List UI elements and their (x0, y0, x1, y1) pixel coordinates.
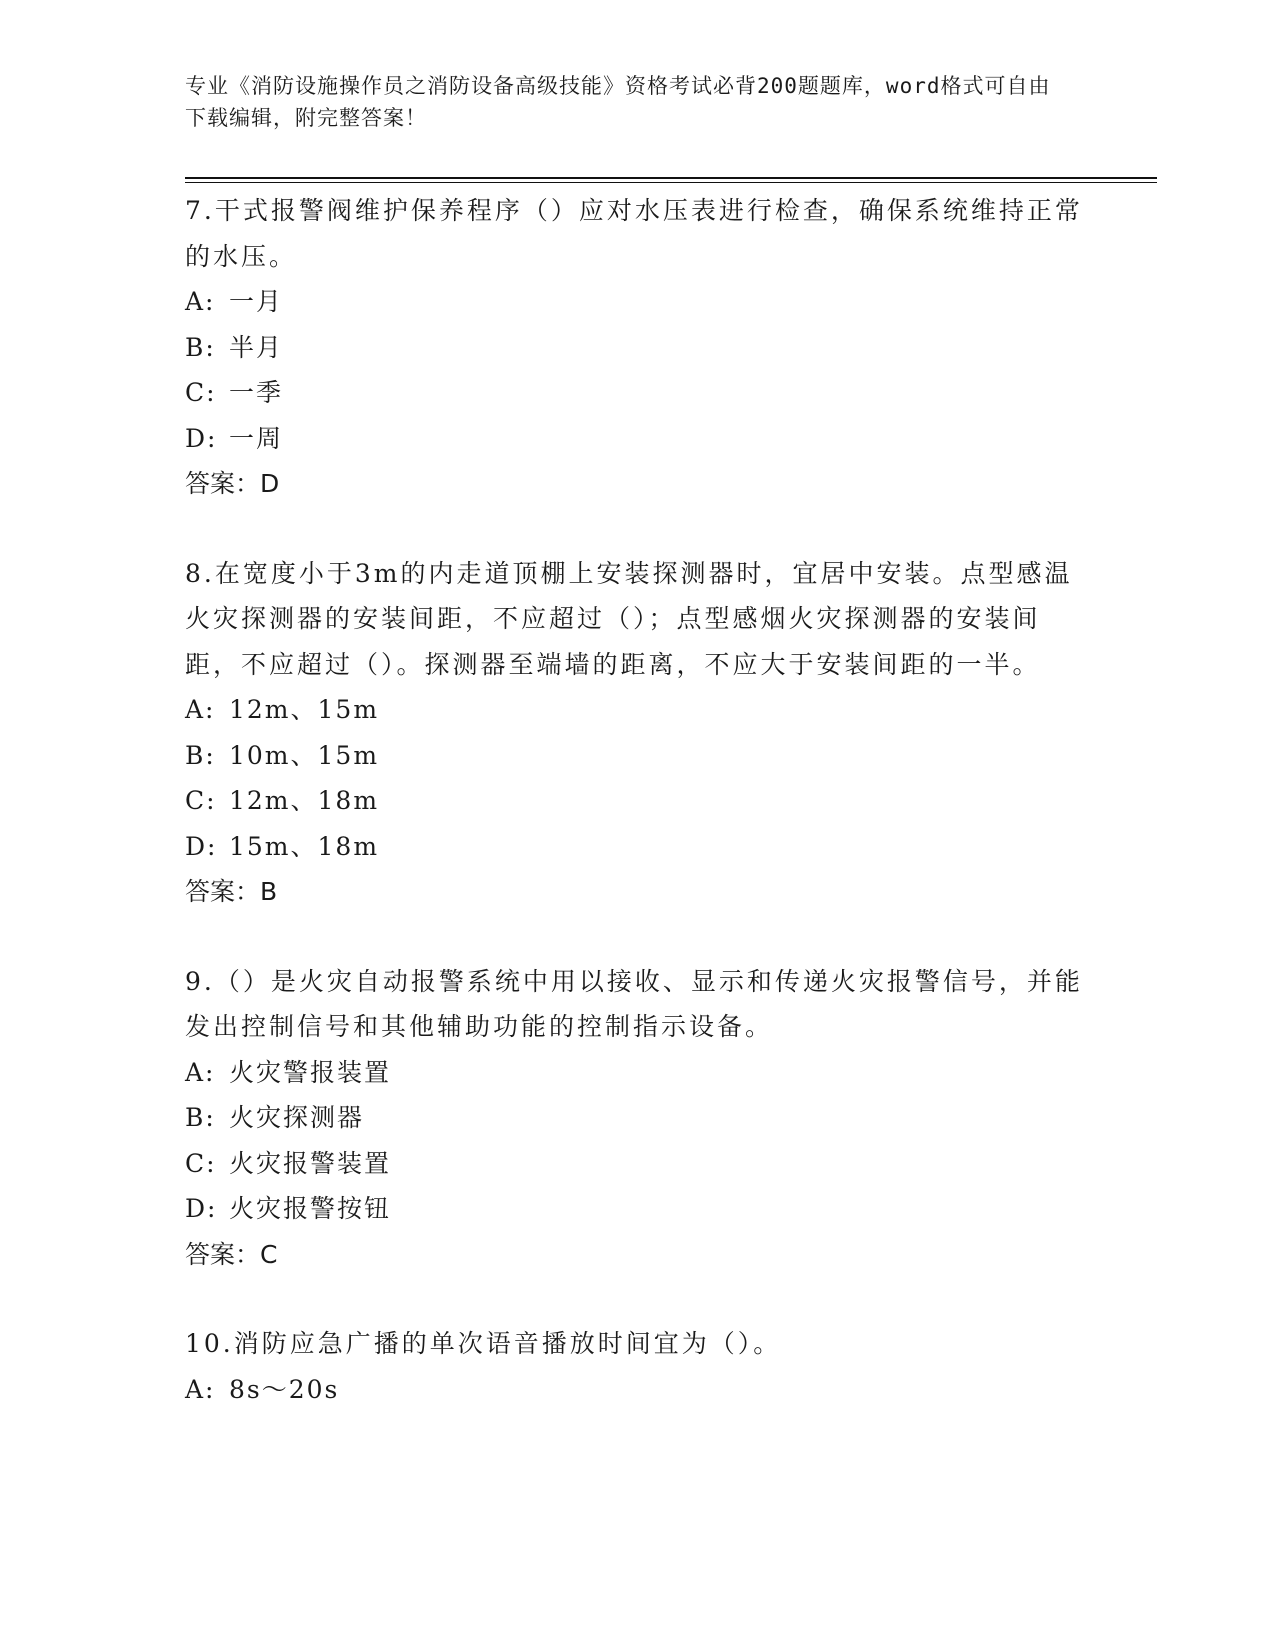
option-d (185, 416, 1085, 462)
option-text: 半月 (229, 332, 284, 362)
answer: 答案：C (185, 1239, 278, 1269)
option-label: A: (185, 695, 216, 724)
question-stem: 7.干式报警阀维护保养程序（）应对水压表进行检查，确保系统维持正常的水压。 (185, 196, 1083, 271)
option-label: C: (185, 378, 217, 407)
question-10 (185, 1321, 1085, 1412)
option-a (185, 1050, 1085, 1096)
option-a (185, 1367, 1085, 1413)
header-divider (185, 177, 1157, 179)
question-list (185, 188, 1085, 1456)
option-text: 12m、18m (229, 786, 380, 815)
option-label: A: (185, 287, 216, 316)
document-header: 专业《消防设施操作员之消防设备高级技能》资格考试必背200题题库，word格式可自由下载编辑，附完整答案！ (185, 74, 1051, 130)
question-9 (185, 959, 1085, 1278)
option-text: 15m、18m (229, 831, 380, 861)
option-text: 8s～20s (229, 1374, 340, 1404)
option-b (185, 325, 1085, 371)
option-text: 火灾报警装置 (229, 1148, 392, 1178)
option-c (185, 778, 1085, 824)
option-text: 火灾警报装置 (229, 1057, 392, 1087)
option-a (185, 279, 1085, 325)
option-text: 一周 (229, 423, 284, 453)
option-label: D: (185, 1194, 218, 1223)
question-8 (185, 551, 1085, 915)
option-text: 火灾报警按钮 (229, 1194, 392, 1223)
option-text: 10m、15m (229, 740, 380, 770)
question-7 (185, 188, 1085, 507)
option-d (185, 1186, 1085, 1232)
question-stem: 9.（）是火灾自动报警系统中用以接收、显示和传递火灾报警信号，并能发出控制信号和其他辅助功能的控制指示设备。 (185, 966, 1083, 1041)
option-c (185, 1141, 1085, 1187)
option-b (185, 733, 1085, 779)
header-divider-thin (185, 182, 1157, 183)
option-label: A: (185, 1057, 216, 1087)
question-stem: 8.在宽度小于3m的内走道顶棚上安装探测器时，宜居中安装。点型感温火灾探测器的安装间距，不应超过（）；点型感烟火灾探测器的安装间距，不应超过（）。探测器至端墙的距离，不应大于安装间距的一半。 (185, 558, 1073, 679)
answer: 答案：D (185, 469, 280, 498)
option-label: A: (185, 1374, 216, 1404)
option-c (185, 370, 1085, 416)
option-label: C: (185, 1148, 217, 1178)
option-text: 火灾探测器 (229, 1103, 365, 1132)
option-label: B: (185, 332, 216, 362)
option-label: B: (185, 740, 216, 770)
option-b (185, 1095, 1085, 1141)
option-label: D: (185, 423, 218, 453)
option-text: 一月 (229, 287, 284, 316)
answer: 答案：B (185, 877, 278, 906)
option-label: C: (185, 786, 217, 815)
option-a (185, 687, 1085, 733)
option-d (185, 824, 1085, 870)
question-stem: 10.消防应急广播的单次语音播放时间宜为（）。 (185, 1329, 782, 1358)
option-text: 12m、15m (229, 695, 380, 724)
option-label: D: (185, 831, 218, 861)
option-text: 一季 (229, 378, 284, 407)
option-label: B: (185, 1103, 216, 1132)
